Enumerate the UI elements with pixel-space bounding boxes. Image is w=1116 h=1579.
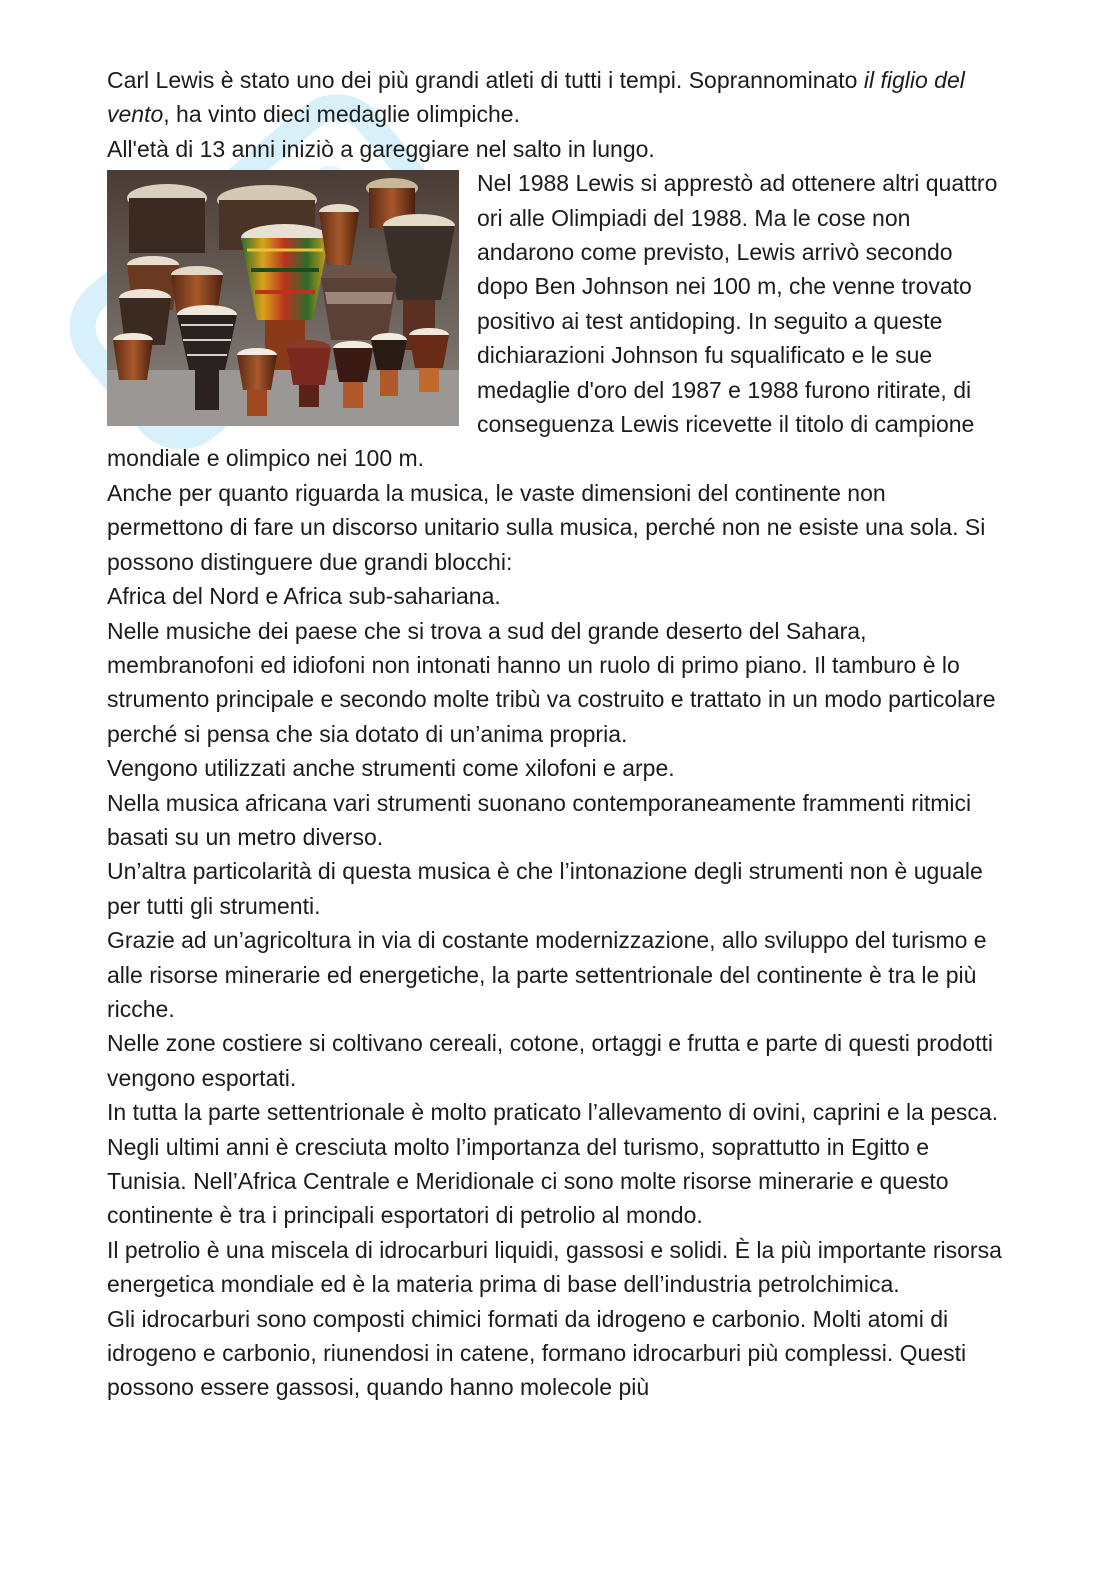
paragraph-14: Gli idrocarburi sono composti chimici formati da idrogeno e carbonio. Molti atomi di idrogeno e carbonio, riunendosi in catene, formano idrocarburi più complessi. Questi possono essere gassosi, quando hanno molecole più <box>107 1305 967 1401</box>
paragraph-2: All'età di 13 anni iniziò a gareggiare nel salto in lungo. <box>107 135 655 162</box>
intro-paragraph <box>107 63 1007 132</box>
document-body <box>107 63 1007 1405</box>
paragraph-11: Nelle zone costiere si coltivano cereali, cotone, ortaggi e frutta e parte di questi prodotti vengono esportati. <box>107 1030 993 1091</box>
paragraph-5: Africa del Nord e Africa sub-sahariana. <box>107 583 501 610</box>
nickname-text: il figlio del vento <box>107 67 965 128</box>
intro-text-end: , ha vinto dieci medaglie olimpiche. <box>163 101 520 128</box>
paragraph-9: Un’altra particolarità di questa musica è che l’intonazione degli strumenti non è uguale per tutti gli strumenti. <box>107 858 983 919</box>
paragraph-3: Nel 1988 Lewis si apprestò ad ottenere altri quattro ori alle Olimpiadi del 1988. Ma le cose non andarono come previsto, Lewis arrivò secondo dopo Ben Johnson nei 100 m, che venne trovato positivo ai test antidoping. In seguito a queste dichiarazioni Johnson fu squalificato e le sue medaglie d'oro del 1987 e 1988 furono ritirate, di conseguenza Lewis ricevette il titolo di campione mondiale e olimpico nei 100 m. <box>107 170 998 472</box>
intro-text: Carl Lewis è stato uno dei più grandi atleti di tutti i tempi. Soprannominato <box>107 67 864 93</box>
djembe-drums-photo <box>107 170 459 426</box>
paragraph-4: Anche per quanto riguarda la musica, le vaste dimensioni del continente non permettono di fare un discorso unitario sulla musica, perché non ne esiste una sola. Si possono distinguere due grandi blocchi: <box>107 479 986 575</box>
paragraph-12: In tutta la parte settentrionale è molto praticato l’allevamento di ovini, caprini e la pesca. Negli ultimi anni è cresciuta molto l’importanza del turismo, soprattutto in Egitto e Tunisia. Nell’Africa Centrale e Meridionale ci sono molte risorse minerarie e questo continente è tra i principali esportatori di petrolio al mondo. <box>107 1099 999 1229</box>
paragraph-7: Vengono utilizzati anche strumenti come xilofoni e arpe. <box>107 755 675 782</box>
paragraph-10: Grazie ad un’agricoltura in via di costante modernizzazione, allo sviluppo del turismo e alle risorse minerarie ed energetiche, la parte settentrionale del continente è tra le più ricche. <box>107 927 987 1022</box>
paragraph-6: Nelle musiche dei paese che si trova a sud del grande deserto del Sahara, membranofoni ed idiofoni non intonati hanno un ruolo di primo piano. Il tamburo è lo strumento principale e secondo molte tribù va costruito e trattato in un modo particolare perché si pensa che sia dotato di un’anima propria. <box>107 617 996 747</box>
paragraph-8: Nella musica africana vari strumenti suonano contemporaneamente frammenti ritmici basati su un metro diverso. <box>107 789 972 850</box>
paragraph-13: Il petrolio è una miscela di idrocarburi liquidi, gassosi e solidi. È la più importante risorsa energetica mondiale ed è la materia prima di base dell’industria petrolchimica. <box>107 1236 1002 1298</box>
